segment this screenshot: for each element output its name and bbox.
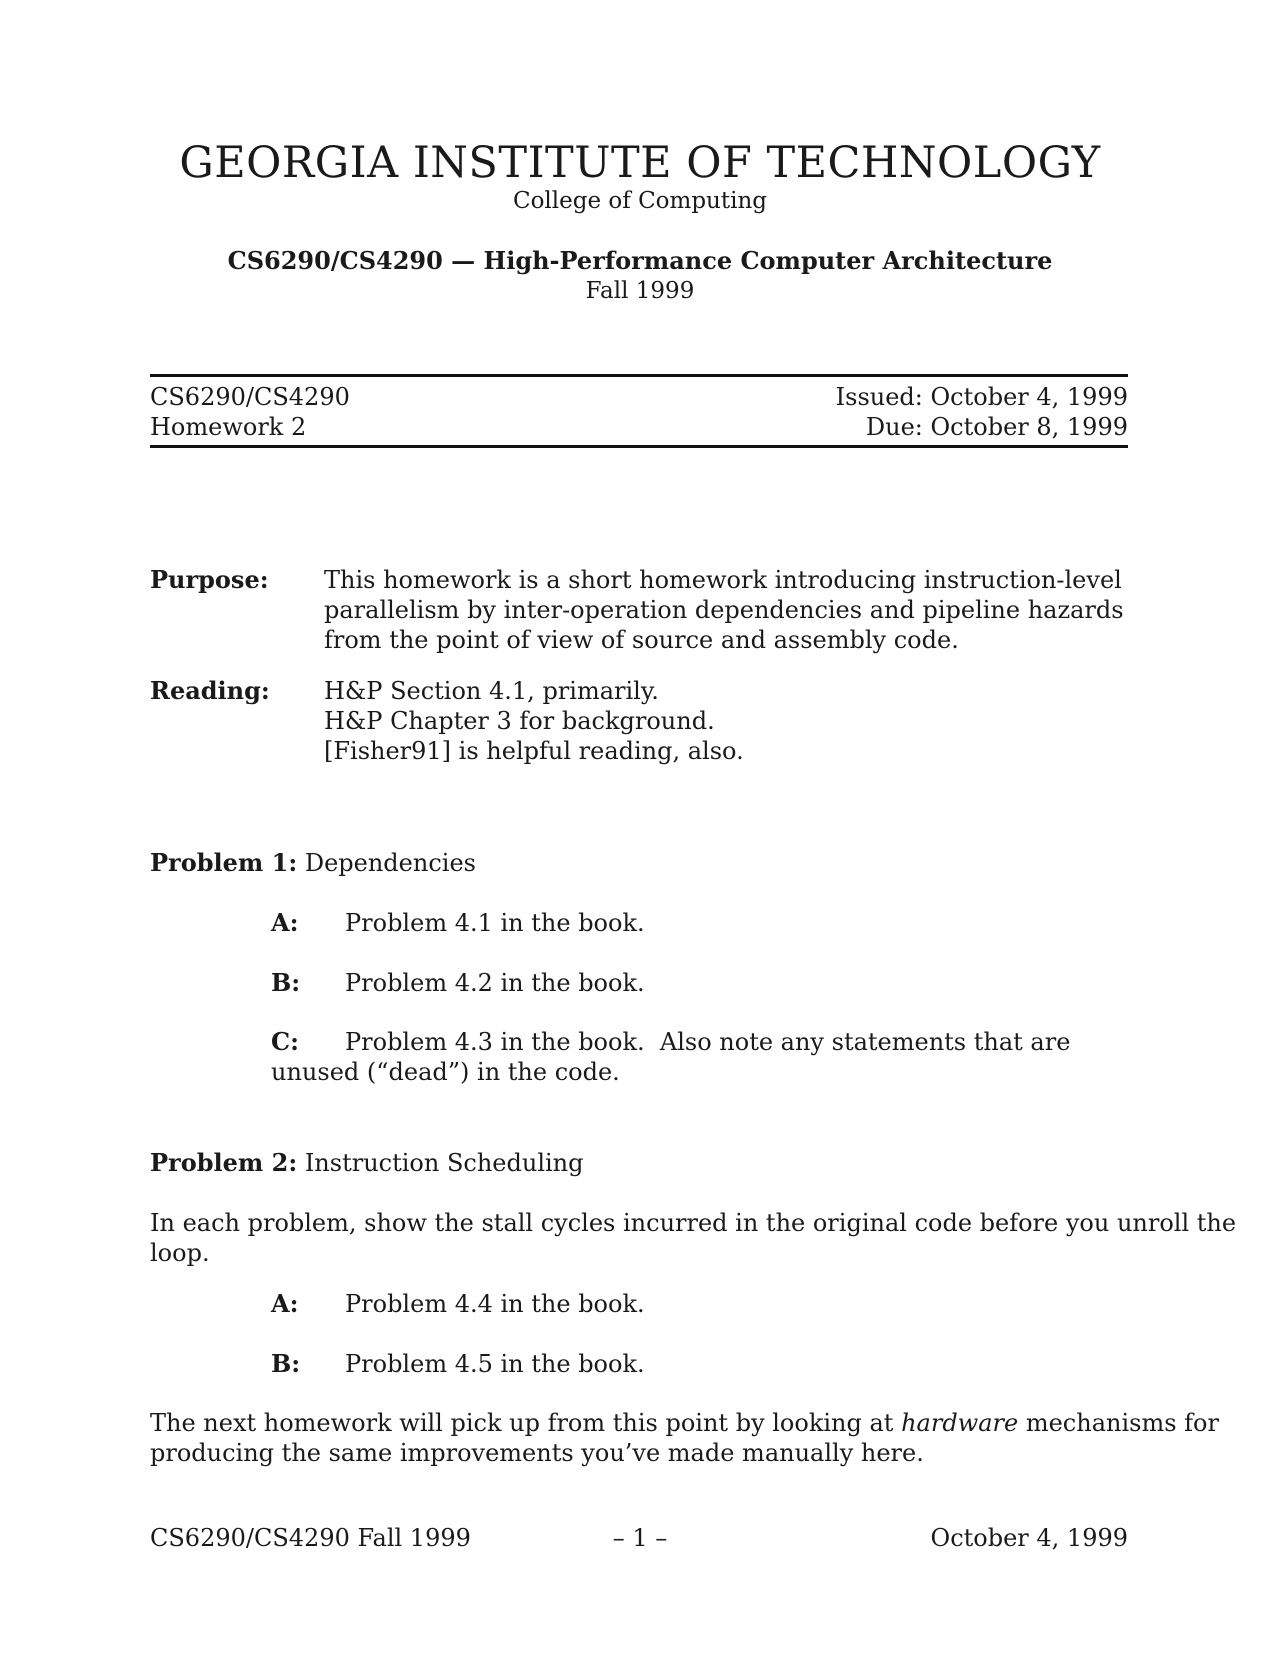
item-text-continued: unused (“dead”) in the code. xyxy=(271,1058,620,1086)
problem2-heading xyxy=(150,1148,584,1177)
problem2-title: Instruction Scheduling xyxy=(304,1149,584,1177)
purpose-line: parallelism by inter-operation dependencies and pipeline hazards xyxy=(324,596,1124,624)
problem1-title: Dependencies xyxy=(304,849,476,877)
reading-label: Reading: xyxy=(150,676,270,705)
reading-line: [Fisher91] is helpful reading, also. xyxy=(324,737,744,765)
problem2-item-b xyxy=(271,1349,1071,1379)
problem1-item-a xyxy=(271,908,1071,938)
problem2-label: Problem 2: xyxy=(150,1148,298,1177)
institution-title: GEORGIA INSTITUTE OF TECHNOLOGY xyxy=(179,138,1101,188)
problem2-intro-line: loop. xyxy=(150,1239,210,1267)
item-label: B: xyxy=(271,968,301,997)
closing-text: mechanisms for xyxy=(1018,1409,1219,1437)
problem1-label: Problem 1: xyxy=(150,848,298,877)
page-number: – 1 – xyxy=(612,1524,668,1552)
purpose-line: This homework is a short homework introducing instruction-level xyxy=(324,566,1122,594)
reading-line: H&P Section 4.1, primarily. xyxy=(324,677,659,705)
footer-date: October 4, 1999 xyxy=(930,1524,1128,1552)
item-label: C: xyxy=(271,1027,299,1056)
closing-line2: producing the same improvements you’ve made manually here. xyxy=(150,1439,924,1467)
purpose-line: from the point of view of source and assembly code. xyxy=(324,626,959,654)
item-label: B: xyxy=(271,1349,301,1378)
bottom-rule xyxy=(150,445,1128,448)
closing-text: The next homework will pick up from this point by looking at xyxy=(150,1409,902,1437)
term: Fall 1999 xyxy=(585,278,695,304)
problem2-item-a xyxy=(271,1289,1071,1319)
purpose-label: Purpose: xyxy=(150,565,269,594)
item-text: Problem 4.3 in the book. Also note any statements that are xyxy=(345,1028,1071,1056)
top-rule xyxy=(150,374,1128,377)
item-text: Problem 4.2 in the book. xyxy=(345,969,645,997)
item-text: Problem 4.4 in the book. xyxy=(345,1290,645,1318)
problem2-intro-line: In each problem, show the stall cycles incurred in the original code before you unroll the xyxy=(150,1209,1237,1237)
item-label: A: xyxy=(271,1289,299,1318)
item-label: A: xyxy=(271,908,299,937)
course-code: CS6290/CS4290 xyxy=(150,383,350,411)
problem2-intro xyxy=(150,1208,1237,1268)
item-text: Problem 4.1 in the book. xyxy=(345,909,645,937)
issued-date: Issued: October 4, 1999 xyxy=(835,383,1128,411)
due-date: Due: October 8, 1999 xyxy=(865,413,1128,441)
closing-paragraph xyxy=(150,1408,1219,1468)
purpose-text xyxy=(324,565,1124,655)
assignment-name: Homework 2 xyxy=(150,413,307,441)
problem1-item-c xyxy=(271,1027,1071,1087)
problem1-item-b xyxy=(271,968,1071,998)
college-name: College of Computing xyxy=(512,188,767,214)
closing-emphasis: hardware xyxy=(901,1409,1019,1437)
item-text: Problem 4.5 in the book. xyxy=(345,1350,645,1378)
reading-line: H&P Chapter 3 for background. xyxy=(324,707,715,735)
reading-text xyxy=(324,676,1064,766)
course-title: CS6290/CS4290 — High-Performance Computer Architecture xyxy=(227,246,1053,275)
problem1-heading xyxy=(150,848,476,877)
footer-course: CS6290/CS4290 Fall 1999 xyxy=(150,1524,471,1552)
